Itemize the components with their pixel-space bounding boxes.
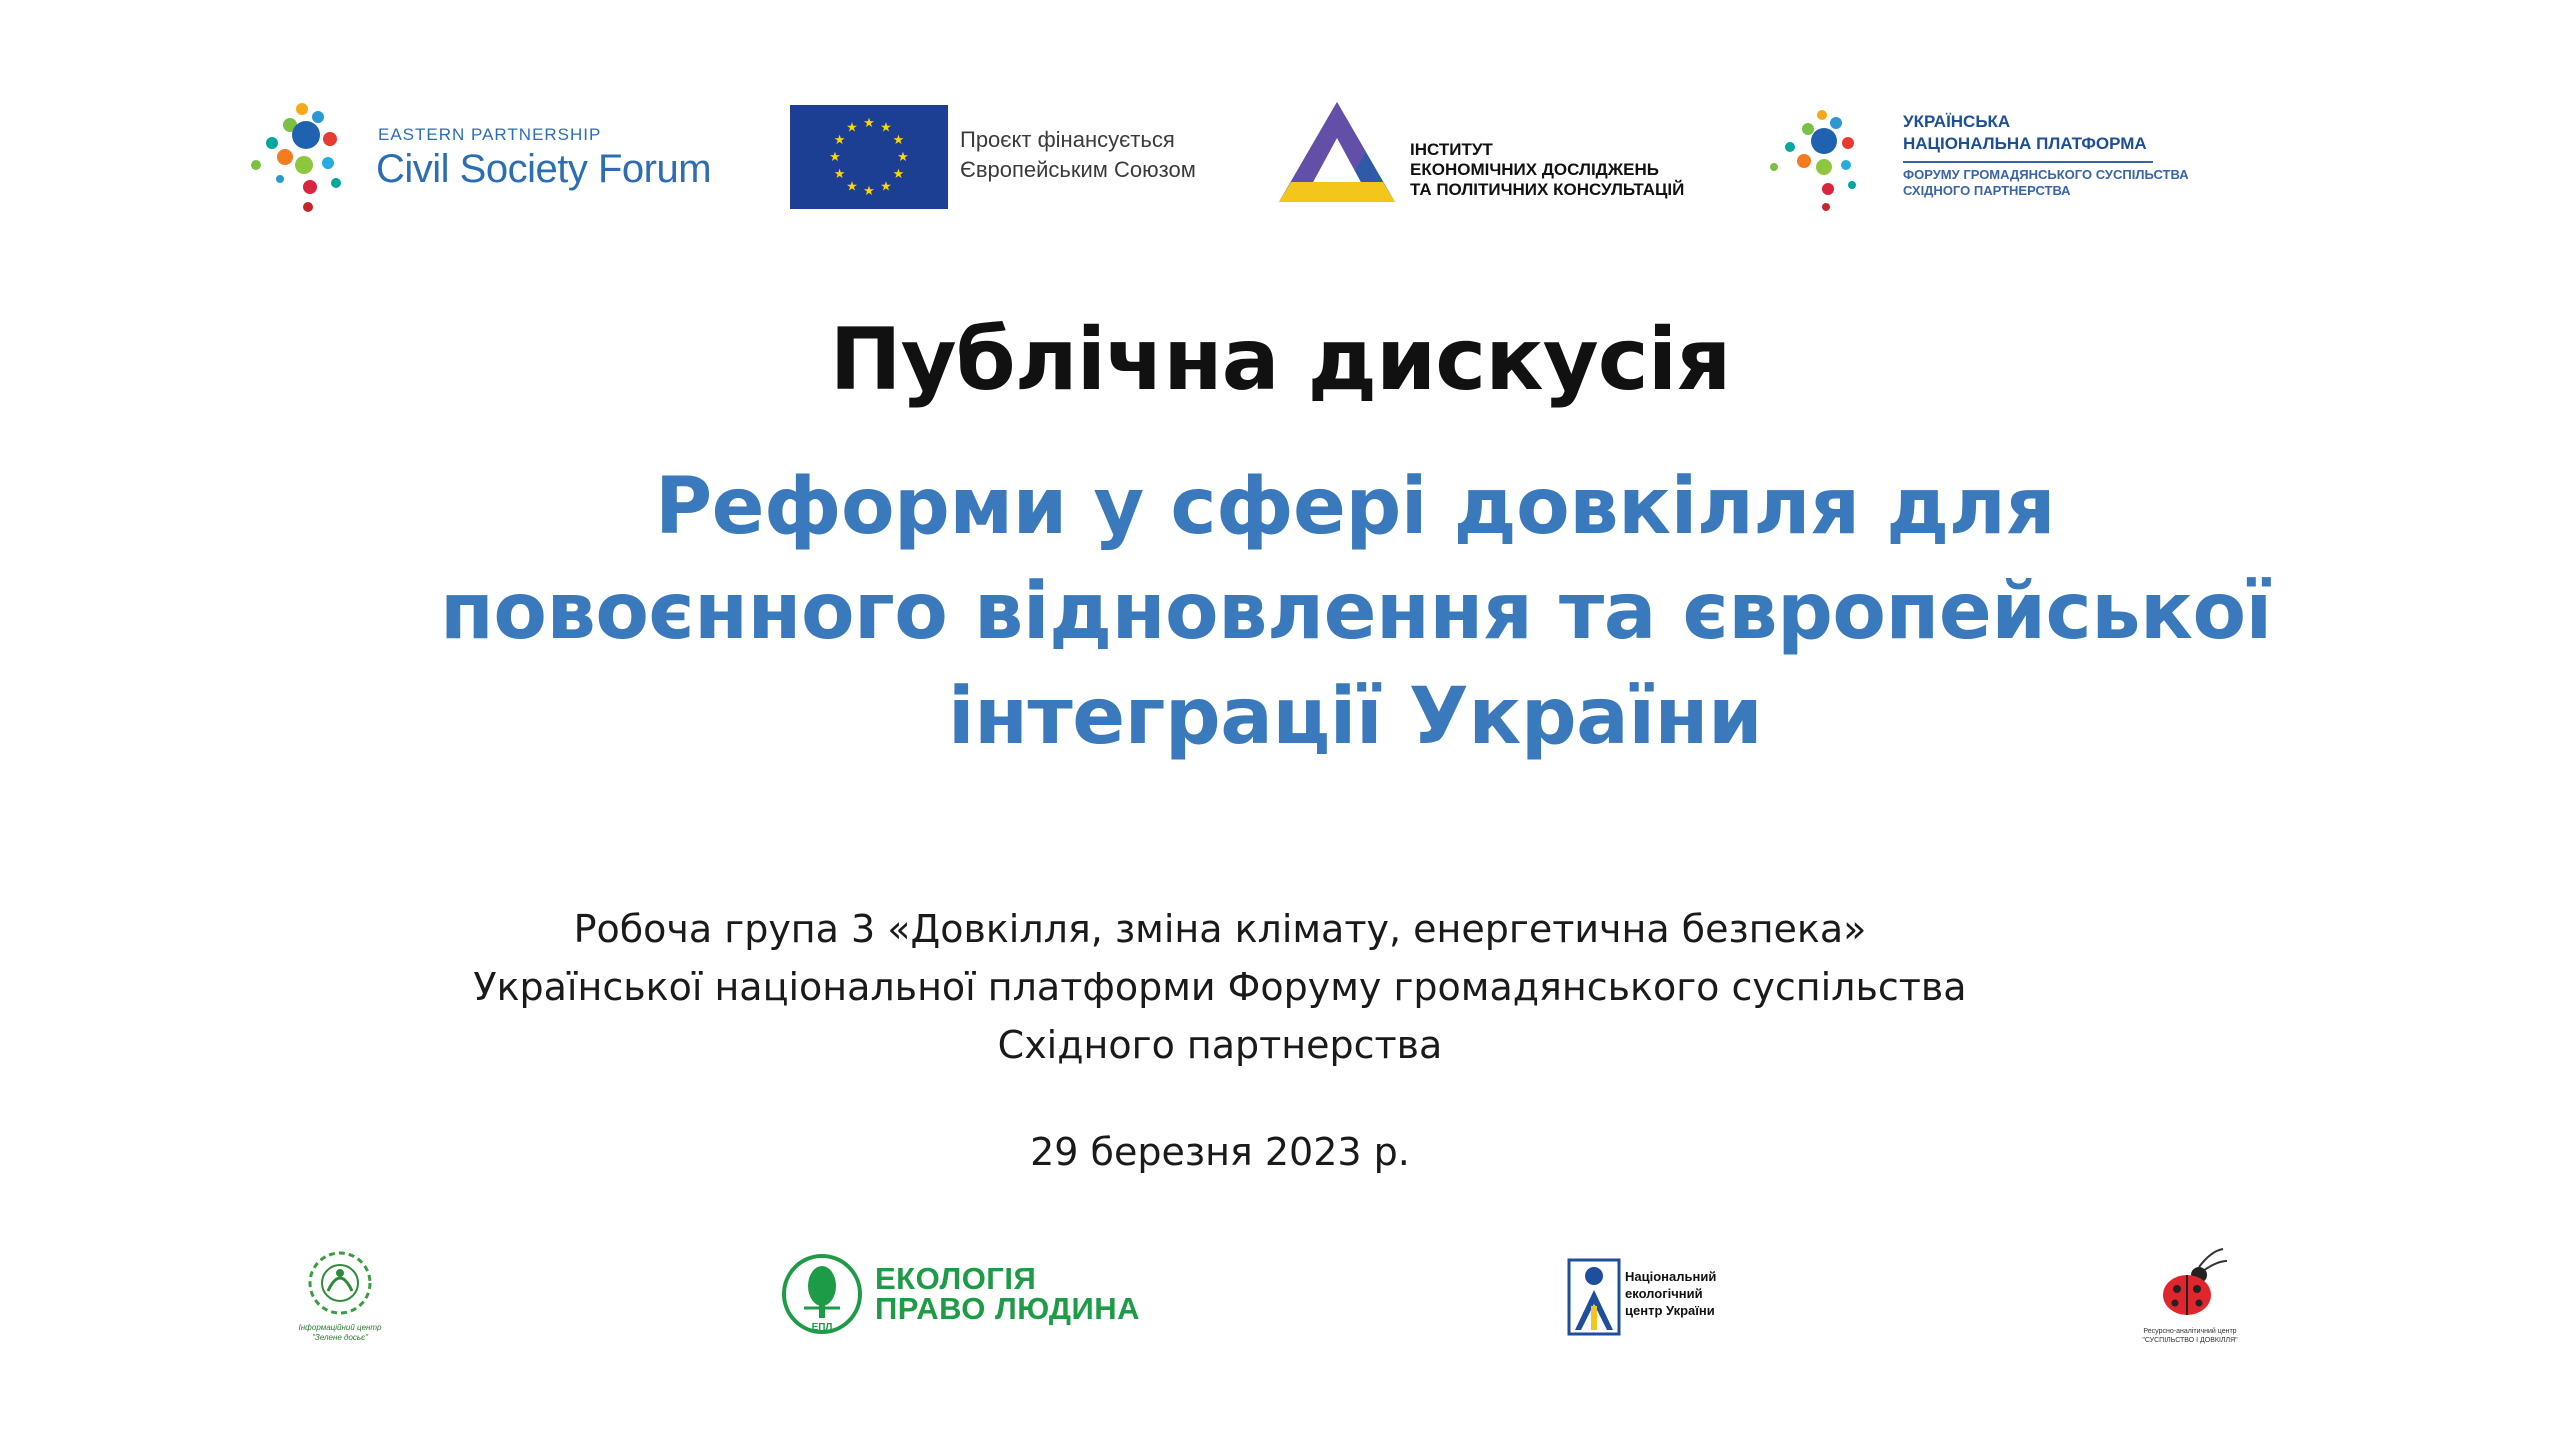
unp-title-line1: УКРАЇНСЬКА	[1903, 112, 2011, 131]
ier-text	[1410, 140, 1684, 200]
eu-star-icon: ★	[892, 132, 905, 147]
event-title-line: інтеграції України	[947, 672, 1763, 762]
tree-emblem-icon	[780, 1250, 870, 1345]
ier-line2: ЕКОНОМІЧНИХ ДОСЛІДЖЕНЬ	[1410, 160, 1659, 179]
nec-line3: центр України	[1625, 1303, 1715, 1318]
eu-star-icon: ★	[846, 178, 858, 194]
wreath-icon	[300, 1245, 380, 1323]
ier-logo	[1275, 98, 1715, 218]
organizer-line: Робоча група 3 «Довкілля, зміна клімату, енергетична безпека»	[573, 907, 1867, 951]
ukrainian-national-platform-logo	[1760, 105, 2220, 225]
green-dossier-logo	[275, 1245, 405, 1355]
organizer-line: Східного партнерства	[997, 1023, 1443, 1067]
national-ecological-centre-logo	[1565, 1250, 1765, 1345]
event-title-line: повоєнного відновлення та європейської	[440, 567, 2272, 657]
eu-text-line2: Європейським Союзом	[960, 157, 1196, 182]
ier-line3: ТА ПОЛІТИЧНИХ КОНСУЛЬТАЦІЙ	[1410, 180, 1685, 199]
eu-star-icon: ★	[829, 149, 841, 164]
sd-caption-line2: "СУСПІЛЬСТВО І ДОВКІЛЛЯ"	[2142, 1337, 2238, 1344]
eu-star-icon: ★	[833, 132, 846, 147]
event-title-line: Реформи у сфері довкілля для	[654, 462, 2056, 552]
zd-caption-line2: "Зелене досьє"	[312, 1333, 368, 1342]
epl-line2: ПРАВО ЛЮДИНА	[875, 1291, 1141, 1326]
dots-logo-icon	[240, 95, 365, 225]
nec-text	[1625, 1268, 1716, 1319]
zd-caption-line1: Інформаційний центр	[298, 1323, 382, 1332]
society-and-environment-logo	[2130, 1245, 2250, 1355]
event-date: 29 березня 2023 р.	[1030, 1130, 1410, 1174]
unp-sub-line1: ФОРУМУ ГРОМАДЯНСЬКОГО СУСПІЛЬСТВА	[1903, 167, 2189, 182]
event-type-heading: Публічна дискусія	[829, 310, 1731, 410]
eu-star-icon: ★	[863, 115, 875, 130]
unp-sub-line2: СХІДНОГО ПАРТНЕРСТВА	[1903, 183, 2071, 198]
ier-line1: ІНСТИТУТ	[1410, 140, 1493, 159]
sd-caption-line1: Ресурсно-аналітичний центр	[2143, 1328, 2237, 1335]
unp-title-line2: НАЦІОНАЛЬНА ПЛАТФОРМА	[1903, 134, 2147, 153]
eu-star-icon: ★	[846, 119, 858, 135]
eu-star-icon: ★	[880, 178, 892, 194]
eap-small-text: EASTERN PARTNERSHIP	[378, 125, 602, 144]
ecological-emblem-icon	[1565, 1250, 1623, 1338]
epl-text	[875, 1261, 1141, 1326]
sd-caption	[2130, 1327, 2250, 1345]
epl-line1: ЕКОЛОГІЯ	[875, 1261, 1037, 1296]
eu-star-icon: ★	[897, 149, 909, 164]
environment-people-law-logo	[780, 1250, 1141, 1345]
organizer-text	[440, 900, 2000, 1074]
eap-civil-society-forum-logo	[240, 95, 710, 225]
divider	[1903, 161, 2153, 163]
nec-line2: екологічний	[1625, 1286, 1703, 1301]
green-dossier-caption	[280, 1323, 400, 1343]
eu-funding-text	[960, 125, 1196, 185]
ladybug-icon	[2155, 1245, 2230, 1325]
eu-star-icon: ★	[833, 166, 846, 181]
nec-line1: Національний	[1625, 1269, 1717, 1284]
eu-star-icon: ★	[892, 166, 905, 181]
triangle-logo-icon	[1275, 98, 1400, 208]
dots-logo-icon	[1760, 105, 1885, 225]
unp-subtitle	[1903, 167, 2189, 199]
eu-text-line1: Проєкт фінансується	[960, 127, 1175, 152]
epl-emblem-text: ЕПЛ	[811, 1322, 833, 1333]
eap-big-text: Civil Society Forum	[376, 147, 712, 191]
eu-star-icon: ★	[863, 183, 875, 198]
unp-title	[1903, 111, 2147, 155]
event-title	[440, 455, 2270, 770]
eu-flag-icon	[790, 105, 948, 209]
eu-star-icon: ★	[880, 119, 892, 135]
eu-funding-logo	[790, 105, 1210, 215]
organizer-line: Української національної платформи Форуму громадянського суспільства	[473, 965, 1967, 1009]
